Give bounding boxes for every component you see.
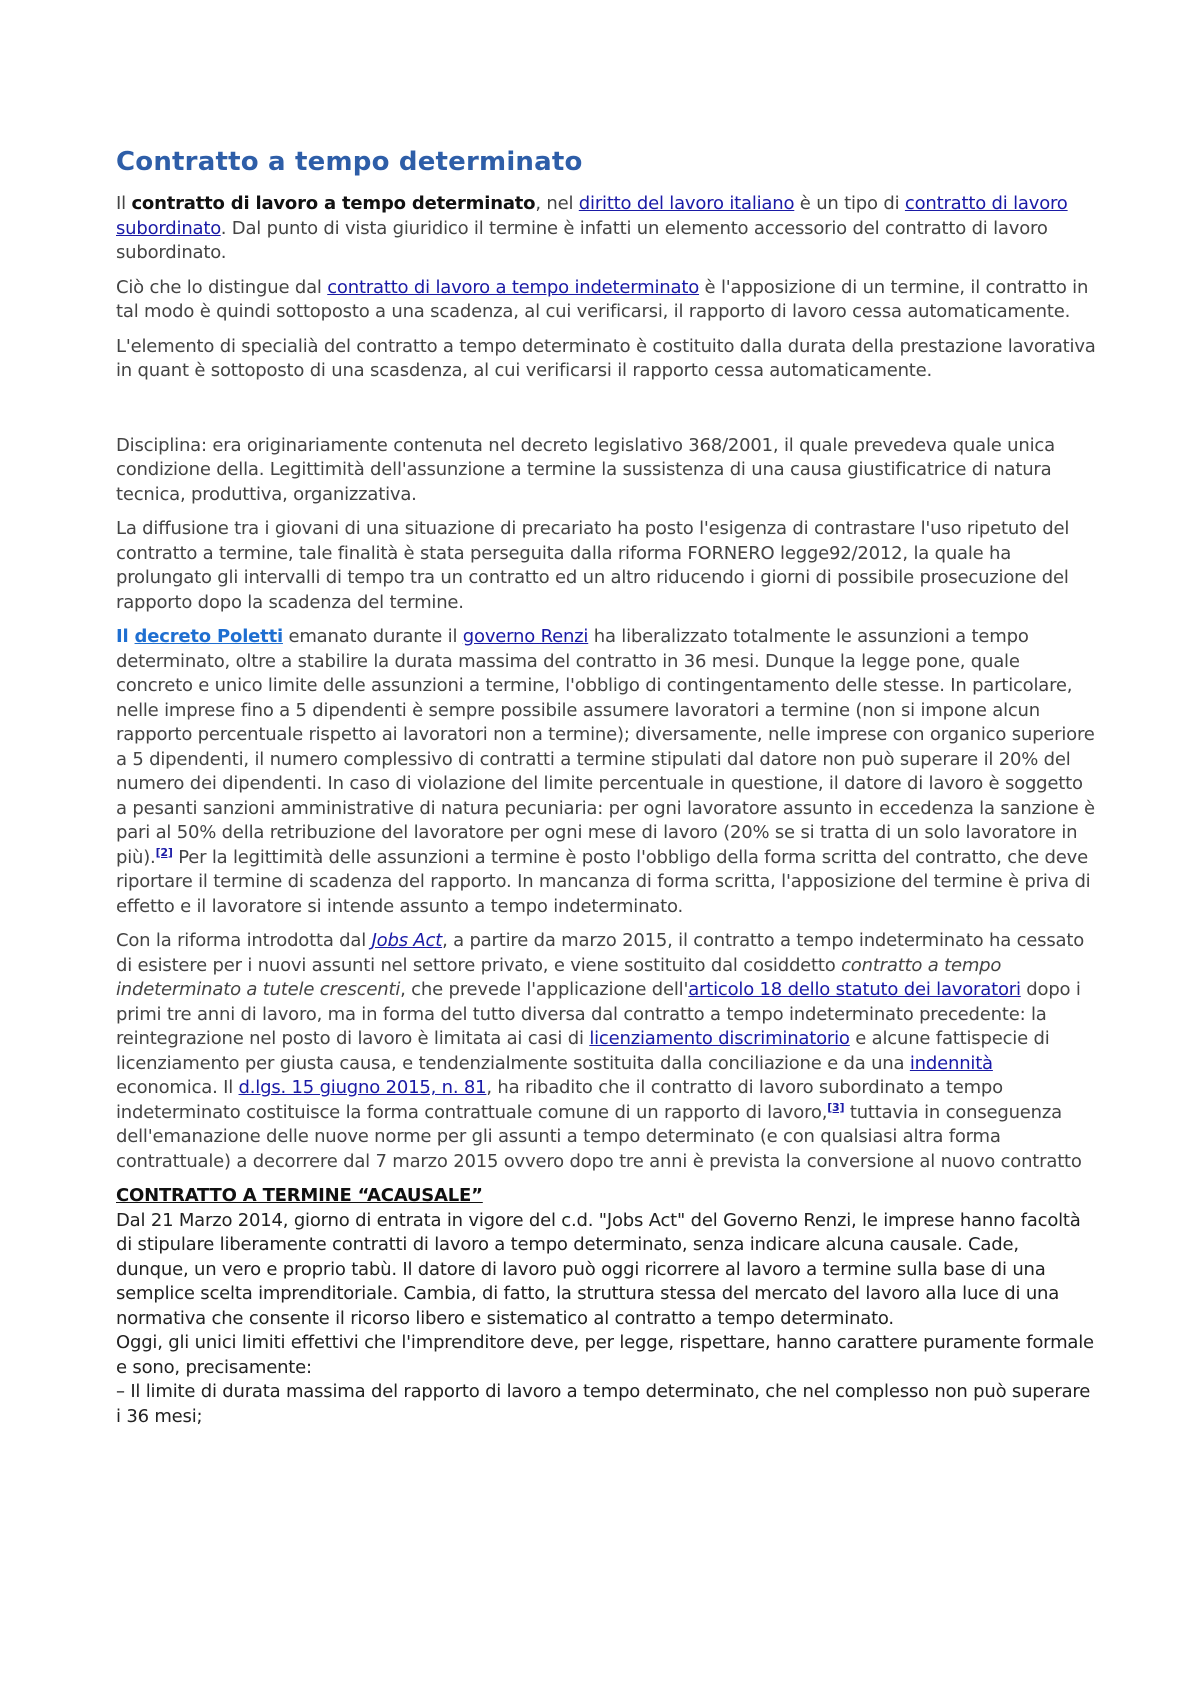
link-jobs-act[interactable]: Jobs Act bbox=[371, 930, 443, 951]
link-diritto-lavoro[interactable]: diritto del lavoro italiano bbox=[578, 193, 795, 214]
link-decreto-poletti[interactable]: decreto Poletti bbox=[134, 626, 283, 647]
page-title: Contratto a tempo determinato bbox=[116, 147, 583, 177]
bold-term: contratto di lavoro a tempo determinato bbox=[131, 193, 536, 214]
link-licenziamento-discriminatorio[interactable]: licenziamento discriminatorio bbox=[589, 1028, 850, 1049]
link-contratto-indeterminato[interactable]: contratto di lavoro a tempo indeterminato bbox=[327, 276, 700, 298]
jobs-act-paragraph: Con la riforma introdotta dal Jobs Act, a partire da marzo 2015, il contratto a tempo indeterminato ha cessato di esistere per i nuovi assunti nel settore privato, e viene sostituito dal cosiddetto contratto a tempo indeterminato a tutele crescenti, che prevede l'applicazione dell'articolo 18 dello statuto dei lavoratori dopo i primi tre anni di lavoro, ma in forma del tutto diversa dal contratto a tempo indeterminato precedente: la reintegrazione nel posto di lavoro è limitata ai casi di licenziamento discriminatorio e alcune fattispecie di licenziamento per giusta causa, e tendenzialmente sostituita dalla conciliazione e da una indennità economica. Il d.lgs. 15 giugno 2015, n. 81, ha ribadito che il contratto di lavoro subordinato a tempo indeterminato costituisce la forma contrattuale comune di un rapporto di lavoro,[3] tuttavia in conseguenza dell'emanazione delle nuove norme per gli assunti a tempo determinato (e con qualsiasi altra forma contrattuale) a decorrere dal 7 marzo 2015 ovvero dopo tre anni è prevista la conversione al nuovo contratto bbox=[116, 930, 1085, 1172]
section-paragraph-2: Oggi, gli unici limiti effettivi che l'imprenditore deve, per legge, rispettare, hanno carattere puramente formale e sono, precisamente: bbox=[116, 1332, 1094, 1378]
blank-line bbox=[116, 394, 1096, 434]
link-articolo-18[interactable]: articolo 18 dello statuto dei lavoratori bbox=[688, 979, 1021, 1000]
section-paragraph-3: – Il limite di durata massima del rapporto di lavoro a tempo determinato, che nel complesso non può superare i 36 mesi; bbox=[116, 1381, 1091, 1427]
discipline-paragraph: Disciplina: era originariamente contenuta nel decreto legislativo 368/2001, il quale prevedeva quale unica condizione della. Legittimità dell'assunzione a termine la sussistenza di una causa giustificatrice di natura tecnica, produttiva, organizzativa. bbox=[116, 434, 1055, 505]
link-dlgs-81[interactable]: d.lgs. 15 giugno 2015, n. 81 bbox=[238, 1077, 487, 1098]
intro-paragraph: Il contratto di lavoro a tempo determinato, nel diritto del lavoro italiano è un tipo di contratto di lavoro subordinato. Dal punto di vista giuridico il termine è infatti un elemento accessorio del contratto di lavoro subordinato. bbox=[116, 193, 1068, 263]
footnote-3-link[interactable]: [3] bbox=[827, 1100, 845, 1114]
speciality-paragraph: L'elemento di specialià del contratto a tempo determinato è costituito dalla durata della prestazione lavorativa in quant è sottoposto di una scasdenza, al cui verificarsi il rapporto cessa automaticamente. bbox=[116, 335, 1096, 381]
link-contratto-subordinato[interactable]: contratto di lavoro subordinato bbox=[116, 193, 1068, 239]
poletti-paragraph: Il decreto Poletti emanato durante il governo Renzi ha liberalizzato totalmente le assunzioni a tempo determinato, oltre a stabilire la durata massima del contratto in 36 mesi. Dunque la legge pone, quale concreto e unico limite delle assunzioni a termine, l'obbligo di contingentamento delle stesse. In particolare, nelle imprese fino a 5 dipendenti è sempre possibile assumere lavoratori a termine (non si impone alcun rapporto percentuale rispetto ai lavoratori non a termine); diversamente, nelle imprese con organico superiore a 5 dipendenti, il numero complessivo di contratti a termine stipulati dal datore non può superare il 20% del numero dei dipendenti. In caso di violazione del limite percentuale in questione, il datore di lavoro è soggetto a pesanti sanzioni amministrative di natura pecuniaria: per ogni lavoratore assunto in eccedenza la sanzione è pari al 50% della retribuzione del lavoratore per ogni mese di lavoro (20% se si tratta di un solo lavoratore in più).[2] Per la legittimità delle assunzioni a termine è posto l'obbligo della forma scritta del contratto, che deve riportare il termine di scadenza del rapporto. In mancanza di forma scritta, l'apposizione del termine è priva di effetto e il lavoratore si intende assunto a tempo indeterminato. bbox=[116, 626, 1095, 917]
section-heading: CONTRATTO A TERMINE “ACAUSALE” bbox=[116, 1185, 483, 1206]
section-paragraph-1: Dal 21 Marzo 2014, giorno di entrata in vigore del c.d. "Jobs Act" del Governo Renzi, le imprese hanno facoltà di stipulare liberamente contratti di lavoro a tempo determinato, senza indicare alcuna causale. Cade, dunque, un vero e proprio tabù. Il datore di lavoro può oggi ricorrere al lavoro a termine sulla base di una semplice scelta imprenditoriale. Cambia, di fatto, la struttura stessa del mercato del lavoro alla luce di una normativa che consente il ricorso libero e sistematico al contratto a tempo determinato. bbox=[116, 1209, 1081, 1329]
italic-term: contratto a tempo indeterminato a tutele crescenti bbox=[116, 954, 1002, 1000]
footnote-2-link[interactable]: [2] bbox=[155, 845, 173, 859]
link-indennita[interactable]: indennità bbox=[909, 1052, 993, 1074]
fornero-paragraph: La diffusione tra i giovani di una situazione di precariato ha posto l'esigenza di contrastare l'uso ripetuto del contratto a termine, tale finalità è stata perseguita dalla riforma FORNERO legge92/2012, la quale ha prolungato gli intervalli di tempo tra un contratto ed un altro riducendo i giorni di possibile prosecuzione del rapporto dopo la scadenza del termine. bbox=[116, 518, 1070, 613]
document-page bbox=[116, 146, 1096, 1429]
distinction-paragraph: Ciò che lo distingue dal contratto di lavoro a tempo indeterminato è l'apposizione di un termine, il contratto in tal modo è quindi sottoposto a una scadenza, al cui verificarsi, il rapporto di lavoro cessa automaticamente. bbox=[116, 276, 1089, 322]
link-governo-renzi[interactable]: governo Renzi bbox=[462, 626, 589, 647]
